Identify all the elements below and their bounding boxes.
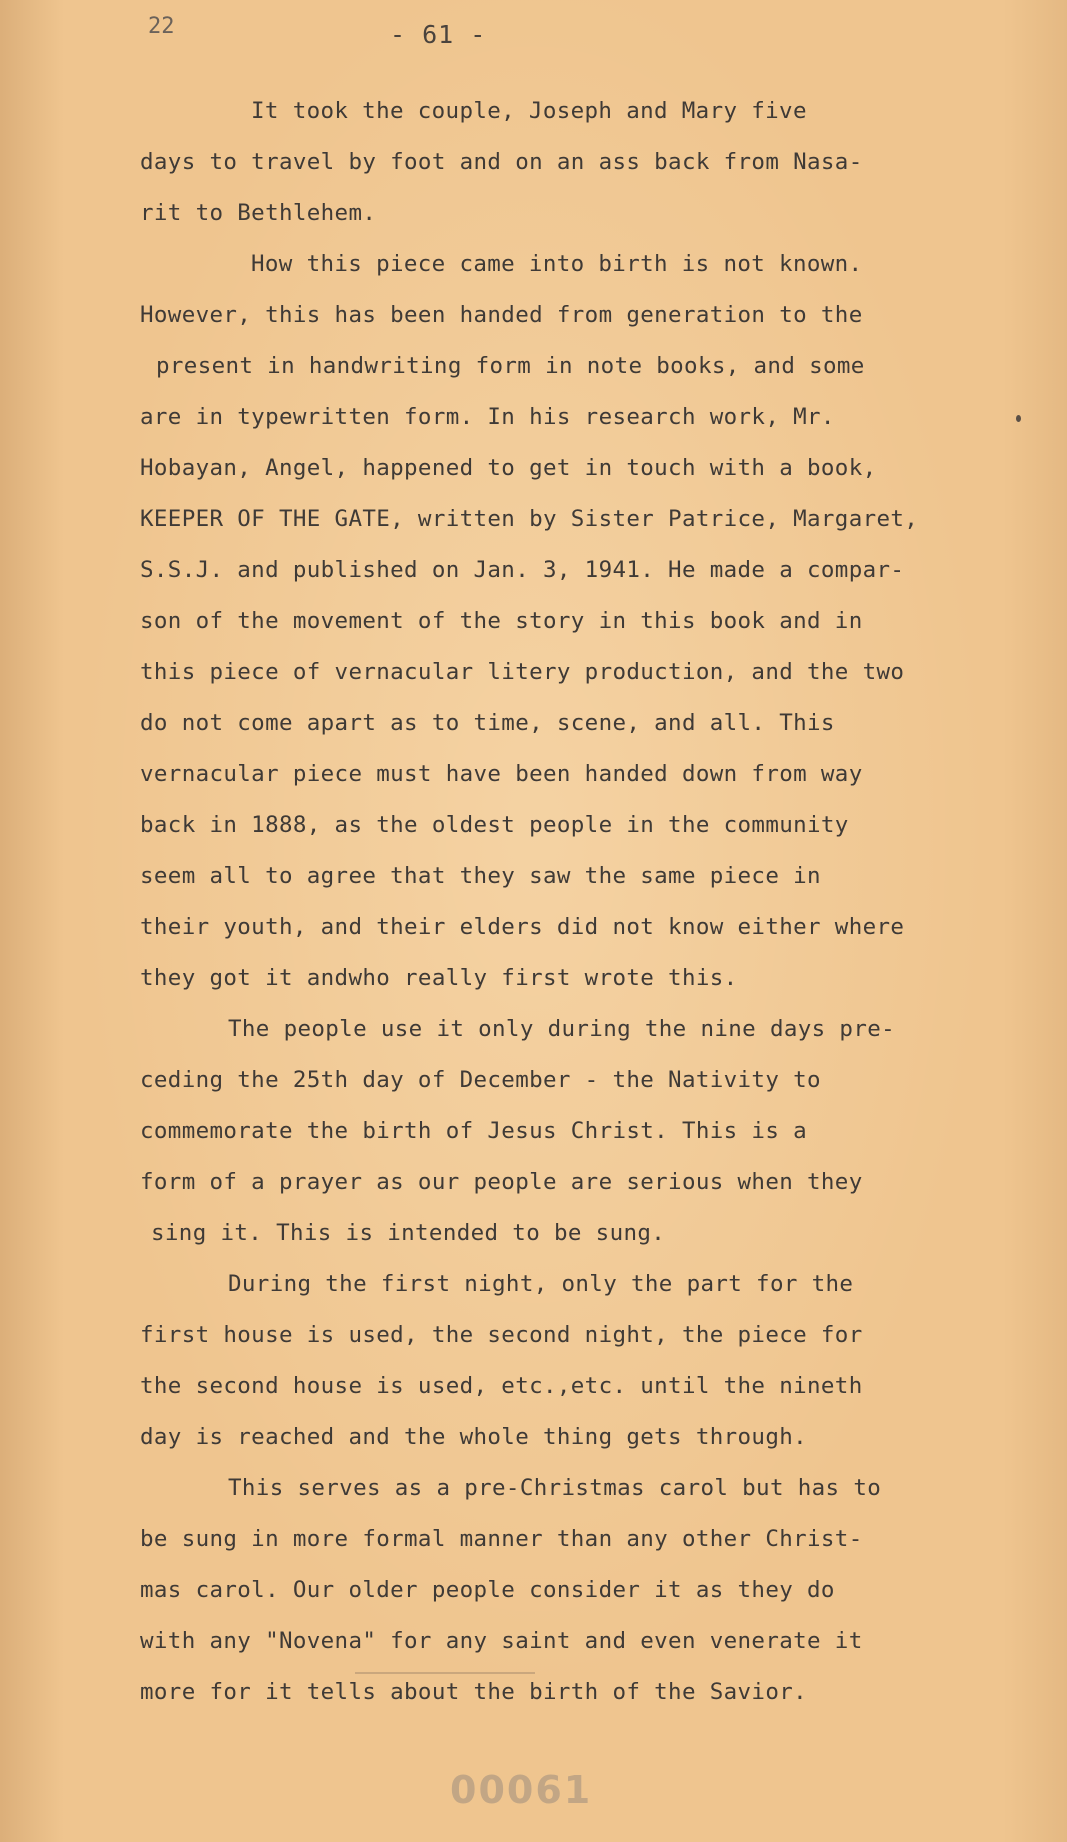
text-line: During the first night, only the part for the [228, 1271, 854, 1297]
paragraph-2 [140, 239, 1000, 1004]
text-line: rit to Bethlehem. [140, 200, 377, 226]
text-line: day is reached and the whole thing gets through. [140, 1424, 808, 1450]
text-line: ceding the 25th day of December - the Nativity to [140, 1067, 821, 1093]
text-line: How this piece came into birth is not known. [251, 251, 863, 277]
text-line: It took the couple, Joseph and Mary five [251, 98, 807, 124]
text-line: present in handwriting form in note books, and some [156, 353, 865, 379]
page-number: - 61 - [390, 20, 487, 49]
text-line: The people use it only during the nine days pre- [228, 1016, 896, 1042]
text-line: seem all to agree that they saw the same piece in [140, 863, 821, 889]
pencil-mark [355, 1672, 535, 1674]
text-line: days to travel by foot and on an ass back from Nasa- [140, 149, 863, 175]
paragraph-5 [140, 1463, 1000, 1718]
text-line: commemorate the birth of Jesus Christ. This is a [140, 1118, 808, 1144]
text-line: However, this has been handed from generation to the [140, 302, 863, 328]
body-text [140, 86, 1000, 1718]
margin-mark [1016, 415, 1021, 422]
text-line: more for it tells about the birth of the Savior. [140, 1679, 808, 1705]
text-line: form of a prayer as our people are serious when they [140, 1169, 863, 1195]
text-line: back in 1888, as the oldest people in the community [140, 812, 849, 838]
paragraph-3 [140, 1004, 1000, 1259]
text-line: This serves as a pre-Christmas carol but has to [228, 1475, 882, 1501]
text-line: they got it andwho really first wrote this. [140, 965, 738, 991]
text-line: are in typewritten form. In his research work, Mr. [140, 404, 835, 430]
archive-stamp: 00061 [450, 1768, 593, 1812]
text-line: S.S.J. and published on Jan. 3, 1941. He made a compar- [140, 557, 905, 583]
paragraph-1 [140, 86, 1000, 239]
text-line: Hobayan, Angel, happened to get in touch with a book, [140, 455, 877, 481]
text-line: be sung in more formal manner than any other Christ- [140, 1526, 863, 1552]
text-line: their youth, and their elders did not know either where [140, 914, 905, 940]
text-line: do not come apart as to time, scene, and all. This [140, 710, 835, 736]
paragraph-4 [140, 1259, 1000, 1463]
text-line: KEEPER OF THE GATE, written by Sister Patrice, Margaret, [140, 506, 919, 532]
text-line: this piece of vernacular litery production, and the two [140, 659, 905, 685]
text-line: son of the movement of the story in this book and in [140, 608, 863, 634]
corner-number: 22 [148, 14, 175, 39]
text-line: the second house is used, etc.,etc. until the nineth [140, 1373, 863, 1399]
text-line: vernacular piece must have been handed down from way [140, 761, 863, 787]
text-line: mas carol. Our older people consider it as they do [140, 1577, 835, 1603]
text-line: sing it. This is intended to be sung. [151, 1220, 666, 1246]
text-line: first house is used, the second night, the piece for [140, 1322, 863, 1348]
text-line: with any "Novena" for any saint and even venerate it [140, 1628, 863, 1654]
